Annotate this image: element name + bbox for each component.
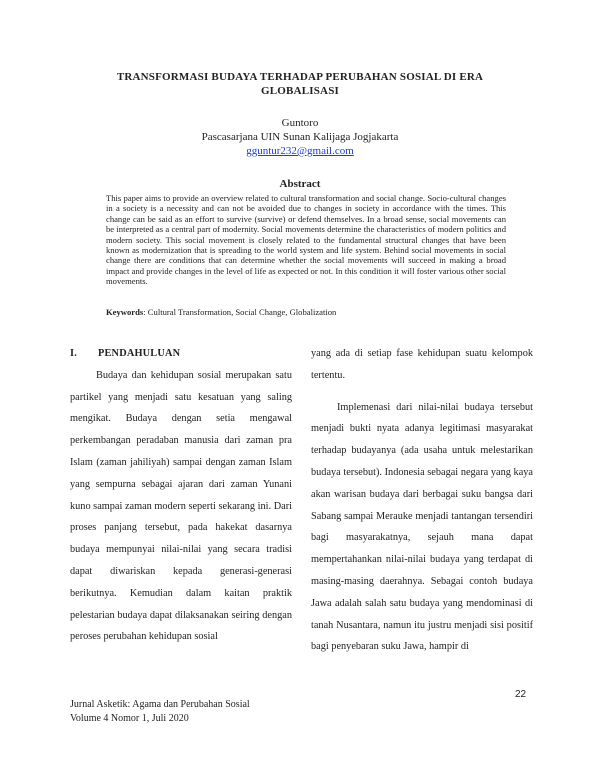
page-number: 22 [515,689,527,700]
paragraph-gap [311,387,533,397]
body-paragraph-right-2: Implemenasi dari nilai-nilai budaya tersebut menjadi bukti nyata adanya legitimasi masyarakat terhadap budayanya (ada usaha untuk melestarikan budaya tersebut). Indonesia sebagai negara yang kaya akan warisan budaya dari berbagai suku bangsa dari Sabang sampai Merauke menjadi tantangan tersendiri bagi masyarakatnya, sejauh mana dapat mempertahankan nilai-nilai budaya yang terdapat di masing-masing daerahnya. Sebagai contoh budaya Jawa adalah salah satu budaya yang mendominasi di tanah Nusantara, namun itu justru menjadi sisi positif bagi penyebaran suku Jawa, hampir di [311,401,533,653]
body-paragraph-left: Budaya dan kehidupan sosial merupakan satu partikel yang menjadi satu kesatuan yang saling mengikat. Budaya dengan setia mengawal perkembangan peradaban manusia dari zaman pra Islam (zaman jahiliyah) sampai dengan zaman Islam yang sempurna sebagai ajaran dari zaman Yunani kuno sampai zaman modern seperti sekarang ini. Dari proses panjang tersebut, pada hakekat dasarnya budaya mempunyai nilai-nilai yang secara tradisi dapat diwariskan kepada generasi-generasi berikutnya. Kemudian dalam kaitan praktik pelestarian budaya dapat dilaksanakan seiring dengan peroses perubahan kehidupan sosial [70,369,292,643]
journal-name: Jurnal Asketik: Agama dan Perubahan Sosial [70,699,250,710]
section-heading [70,343,292,365]
keywords-line [106,307,506,317]
keywords-label: Keywords [106,307,144,317]
right-column [311,343,533,658]
journal-volume: Volume 4 Nomor 1, Juli 2020 [70,712,189,724]
abstract-text: This paper aims to provide an overview related to cultural transformation and social change. Socio-cultural changes in a society is a necessity and can not be avoided due to changes in society in accordance with the times. This change can be said as an effort to survive (survive) or defend themselves. In a broad sense, social movements can be interpreted as a central part of modernity. Social movements determine the characteristics of modern politics and modern society. This social movement is closely related to the fundamental structural changes that have been known as modernization that is spreading to the world system and life system. Behind social movements in social change there are conditions that can determine whether the social movements will succeed in making a broad impact and provide changes in the level of life as expected or not. In this condition it will foster various other social movements. [106,193,506,287]
author-block [100,116,500,158]
keywords-list: : Cultural Transformation, Social Change, Globalization [143,307,337,317]
paper-title [80,70,520,98]
body-paragraph-right-1: yang ada di setiap fase kehidupan suatu kelompok tertentu. [311,348,533,381]
section-number: I. [70,348,77,359]
author-name: Guntoro [281,117,319,129]
abstract-heading: Abstract [279,178,321,190]
left-column [70,343,292,648]
author-affiliation: Pascasarjana UIN Sunan Kalijaga Jogjakarta [201,131,399,143]
title-line-1: TRANSFORMASI BUDAYA TERHADAP PERUBAHAN SOSIAL DI ERA [116,71,484,83]
title-line-2: GLOBALISASI [260,85,339,97]
section-title: PENDAHULUAN [98,348,181,359]
journal-footer [70,698,370,725]
author-email-link[interactable]: gguntur232@gmail.com [246,145,354,157]
